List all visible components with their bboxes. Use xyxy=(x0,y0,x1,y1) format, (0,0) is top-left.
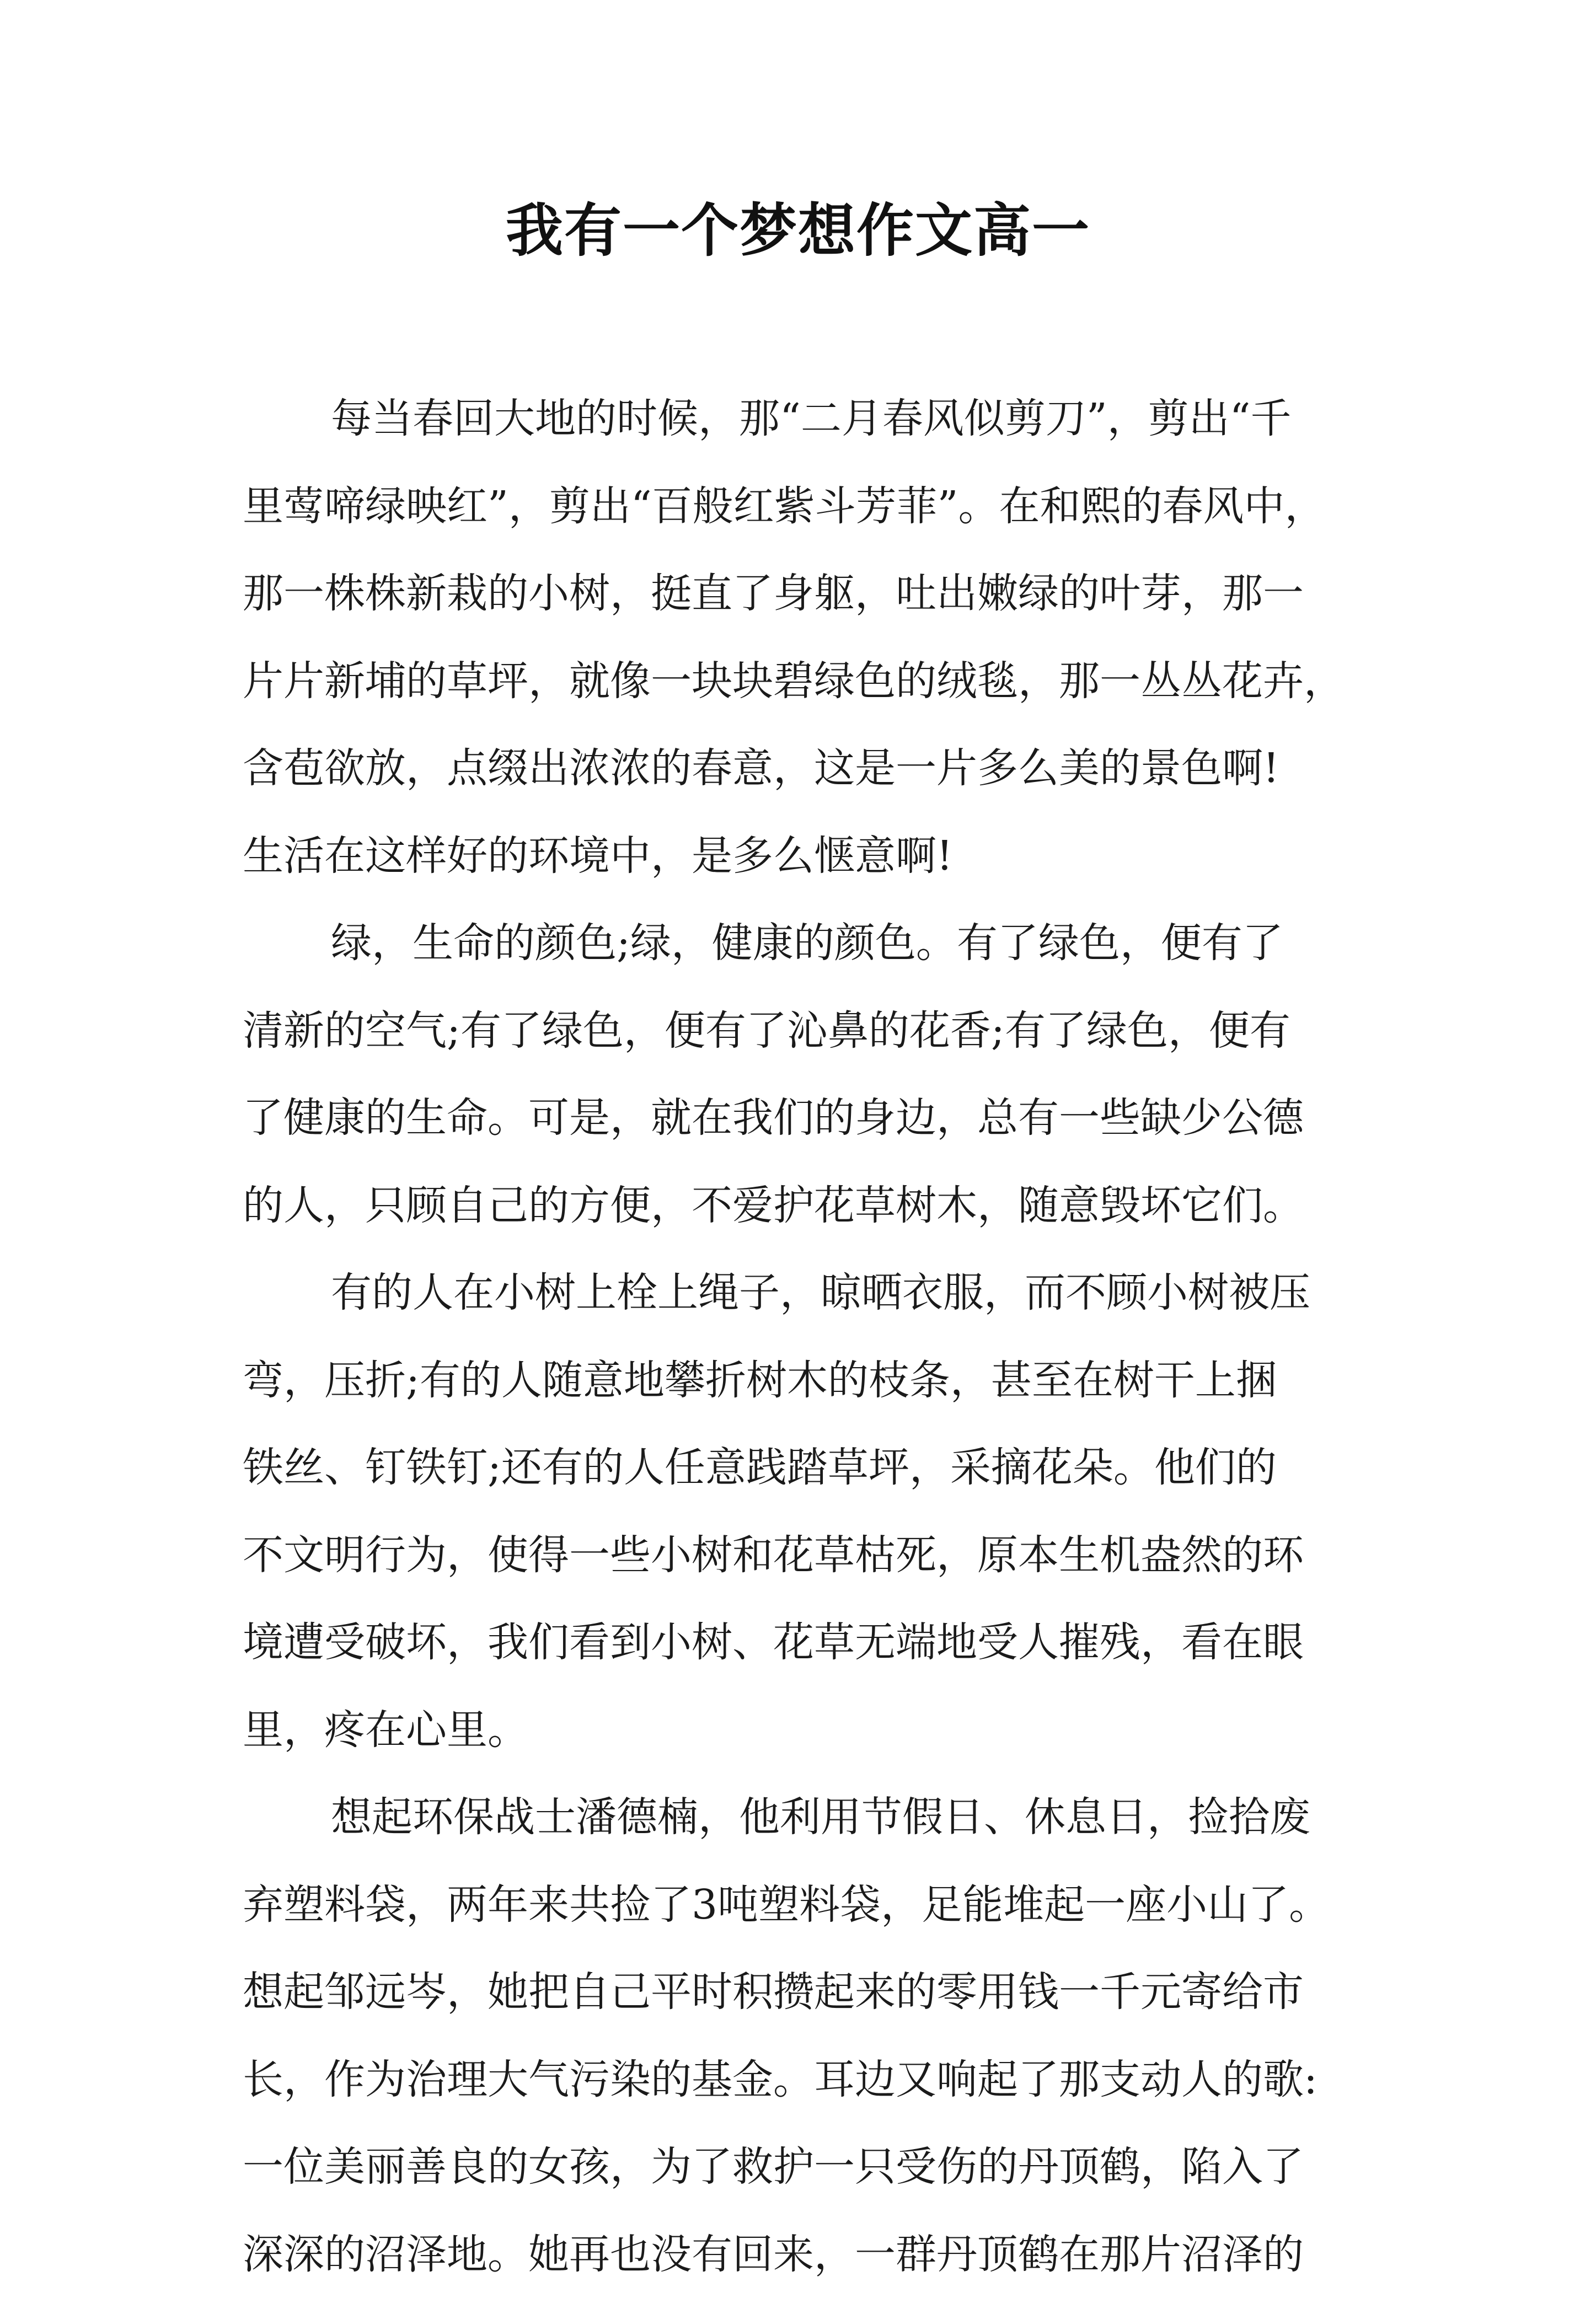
text-line: 绿，生命的颜色;绿，健康的颜色。有了绿色，便有了 xyxy=(243,899,1368,987)
text-line: 有的人在小树上栓上绳子，晾晒衣服，而不顾小树被压 xyxy=(243,1249,1368,1337)
text-line: 长，作为治理大气污染的基金。耳边又响起了那支动人的歌: xyxy=(243,2036,1368,2124)
text-line: 深深的沼泽地。她再也没有回来，一群丹顶鹤在那片沼泽的 xyxy=(243,2211,1368,2298)
text-line: 想起邹远岑，她把自己平时积攒起来的零用钱一千元寄给市 xyxy=(243,1948,1368,2036)
text-line: 里，疼在心里。 xyxy=(243,1686,1368,1774)
text-line: 弃塑料袋，两年来共捡了3吨塑料袋，足能堆起一座小山了。 xyxy=(243,1861,1368,1949)
text-line: 了健康的生命。可是，就在我们的身边，总有一些缺少公德 xyxy=(243,1074,1368,1162)
text-line: 铁丝、钉铁钉;还有的人任意践踏草坪，采摘花朵。他们的 xyxy=(243,1424,1368,1512)
text-line: 的人，只顾自己的方便，不爱护花草树木，随意毁坏它们。 xyxy=(243,1162,1368,1250)
text-line: 一位美丽善良的女孩，为了救护一只受伤的丹顶鹤，陷入了 xyxy=(243,2123,1368,2211)
text-line: 那一株株新栽的小树，挺直了身躯，吐出嫩绿的叶芽，那一 xyxy=(243,550,1368,638)
text-line: 境遭受破坏，我们看到小树、花草无端地受人摧残，看在眼 xyxy=(243,1599,1368,1686)
text-line: 不文明行为，使得一些小树和花草枯死，原本生机盎然的环 xyxy=(243,1512,1368,1599)
text-line: 片片新埔的草坪，就像一块块碧绿色的绒毯，那一丛丛花卉， xyxy=(243,638,1368,725)
text-line: 清新的空气;有了绿色，便有了沁鼻的花香;有了绿色，便有 xyxy=(243,987,1368,1075)
essay-body xyxy=(243,375,1368,2298)
text-line: 含苞欲放，点缀出浓浓的春意，这是一片多么美的景色啊! xyxy=(243,725,1368,812)
text-line: 弯，压折;有的人随意地攀折树木的枝条，甚至在树干上捆 xyxy=(243,1337,1368,1424)
text-line: 想起环保战士潘德楠，他利用节假日、休息日，捡拾废 xyxy=(243,1774,1368,1861)
document-title: 我有一个梦想作文高一 xyxy=(0,192,1596,269)
text-line: 生活在这样好的环境中，是多么惬意啊! xyxy=(243,812,1368,900)
text-line: 里莺啼绿映红”，剪出“百般红紫斗芳菲”。在和熙的春风中， xyxy=(243,463,1368,550)
text-line: 每当春回大地的时候，那“二月春风似剪刀”，剪出“千 xyxy=(243,375,1368,463)
